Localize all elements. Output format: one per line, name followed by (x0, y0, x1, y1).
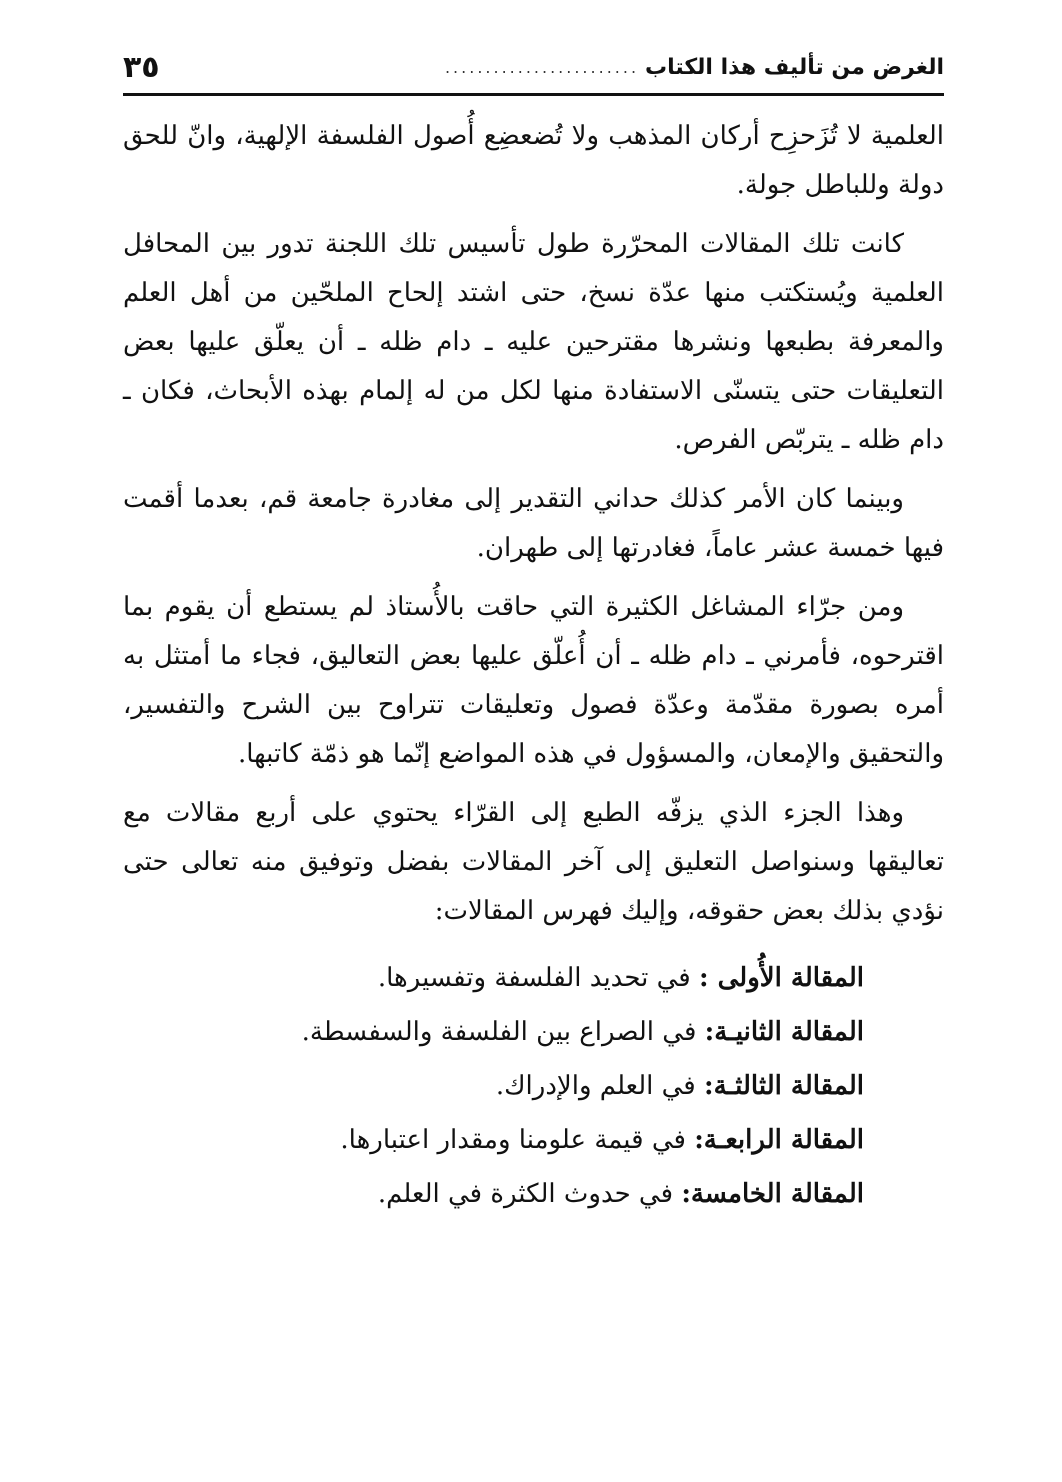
paragraph: وبينما كان الأمر كذلك حداني التقدير إلى مغادرة جامعة قم، بعدما أقمت فيها خمسة عشر عاماً، فغادرتها إلى طهران. (123, 484, 944, 563)
article-description: في قيمة علومنا ومقدار اعتبارها. (340, 1125, 686, 1155)
page-body (123, 112, 944, 1224)
header-leader-dots: ........................ (444, 57, 640, 77)
article-description: في تحديد الفلسفة وتفسيرها. (377, 963, 691, 993)
page-number: ٣٥ (123, 49, 160, 85)
list-item (123, 1170, 864, 1218)
header-divider (123, 93, 944, 96)
article-label: المقالة الخامسة: (681, 1179, 864, 1209)
article-description: في العلم والإدراك. (495, 1071, 696, 1101)
article-description: في الصراع بين الفلسفة والسفسطة. (301, 1017, 697, 1047)
running-header-title: الغرض من تأليف هذا الكتاب (645, 54, 944, 80)
paragraph-continuation: العلمية لا تُزَحزِح أركان المذهب ولا تُضعضِع أُصول الفلسفة الإلهية، وانّ للحق دولة وللباطل جولة. (123, 121, 944, 200)
paragraph: ومن جرّاء المشاغل الكثيرة التي حاقت بالأُستاذ لم يستطع أن يقوم بما اقترحوه، فأمرني ـ دام ظله ـ أن أُعلّق عليها بعض التعاليق، فجاء ما أمتثل به أمره بصورة مقدّمة وعدّة فصول وتعليقات تتراوح بين الشرح والتفسير، والتحقيق والإمعان، والمسؤول في هذه المواضع إنّما هو ذمّة كاتبها. (123, 592, 944, 769)
article-label: المقالة الأُولى : (698, 963, 864, 993)
paragraph: كانت تلك المقالات المحرّرة طول تأسيس تلك اللجنة تدور بين المحافل العلمية ويُستكتب منها عدّة نسخ، حتى اشتد إلحاح الملحّين من أهل العلم والمعرفة بطبعها ونشرها مقترحين عليه ـ دام ظله ـ أن يعلّق عليها بعض التعليقات حتى يتسنّى الاستفادة منها لكل من له إلمام بهذه الأبحاث، فكان ـ دام ظله ـ يتربّص الفرص. (123, 229, 944, 455)
list-item (123, 1116, 864, 1164)
article-label: المقالة الثانيـة: (704, 1017, 864, 1047)
list-item (123, 1062, 864, 1110)
article-description: في حدوث الكثرة في العلم. (377, 1179, 674, 1209)
paragraph: وهذا الجزء الذي يزفّه الطبع إلى القرّاء يحتوي على أربع مقالات مع تعاليقها وسنواصل التعليق إلى آخر المقالات بفضل وتوفيق منه تعالى حتى نؤدي بذلك بعض حقوقه، وإليك فهرس المقالات: (123, 798, 944, 926)
list-item (123, 954, 864, 1002)
article-label: المقالة الثالثـة: (704, 1071, 864, 1101)
running-header (123, 40, 944, 94)
articles-index-list (123, 954, 864, 1218)
article-label: المقالة الرابعـة: (694, 1125, 864, 1155)
list-item (123, 1008, 864, 1056)
